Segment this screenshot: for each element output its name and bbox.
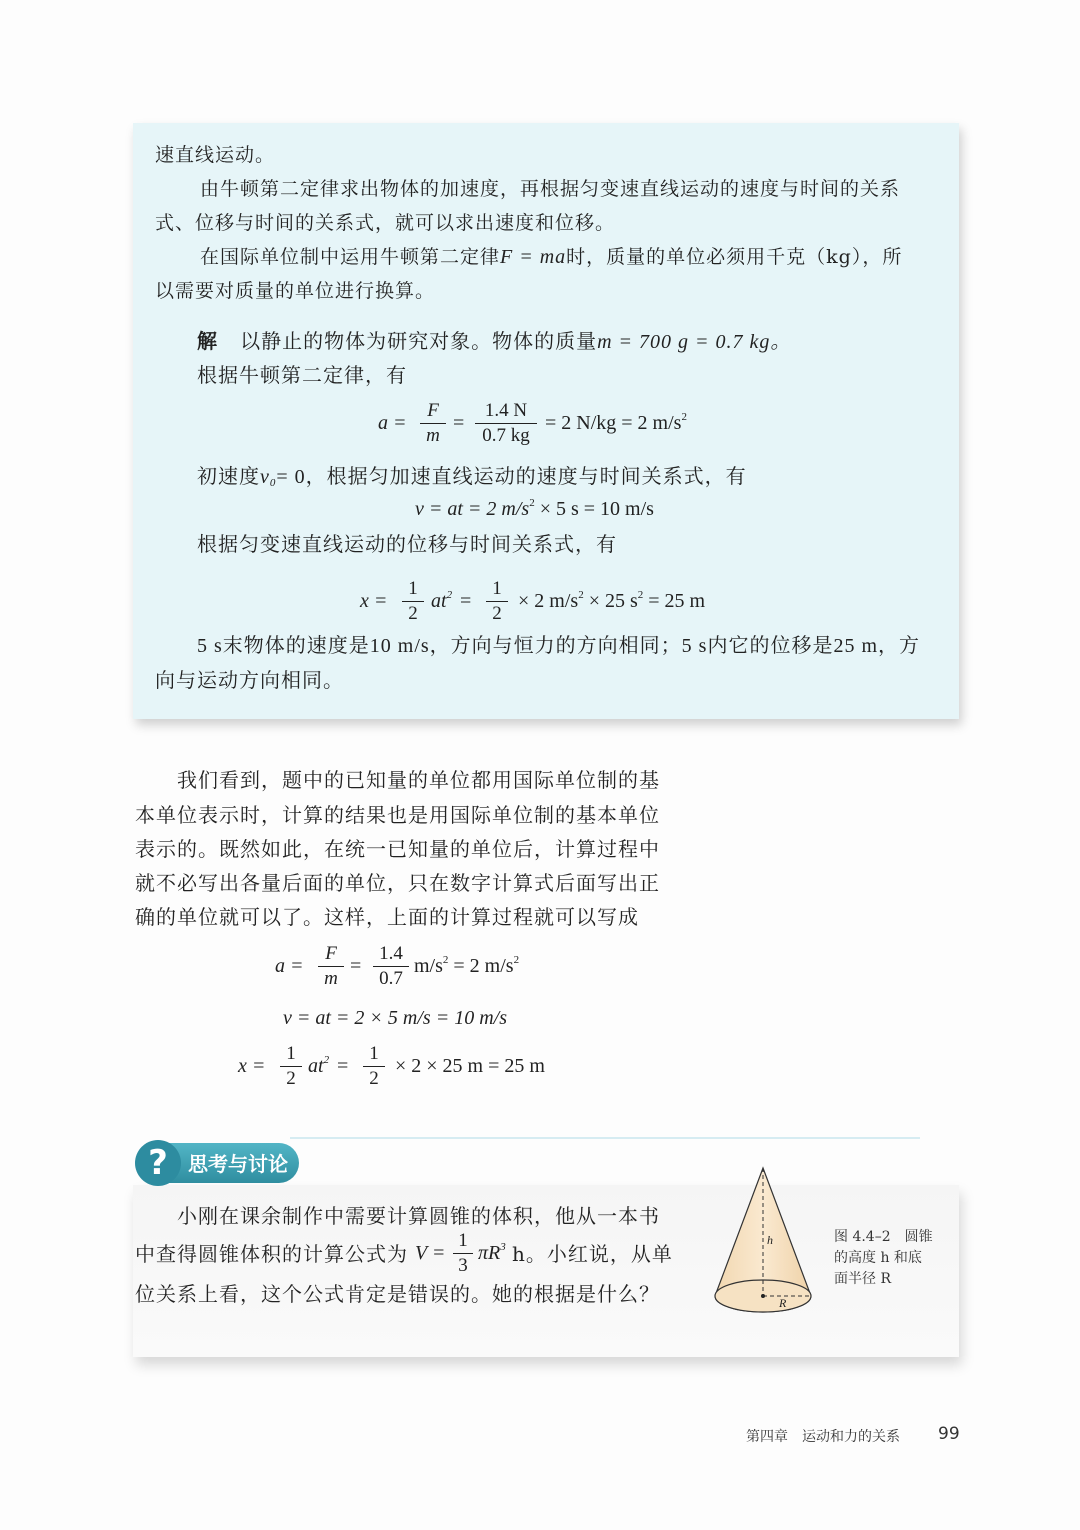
main-eq1-rhs: $m/s^2 = 2$ $m/s^2$ — [414, 954, 520, 977]
newton-line: 根据牛顿第二定律，有 — [197, 363, 407, 387]
main-p2: 本单位表示时，计算的结果也是用国际单位制的基本单位 — [135, 803, 660, 827]
eq-x-frac1: 1 2 — [402, 578, 424, 625]
eq-a-rhs: = 2 N/kg = 2 $m/s^2$ — [545, 411, 687, 434]
discuss-eq-lhs: V = — [415, 1242, 446, 1264]
main-eq3-eq: = — [337, 1055, 349, 1077]
page-number: 99 — [938, 1424, 960, 1444]
eq-x-frac2: 1 2 — [486, 578, 508, 625]
discuss-q1: 小刚在课余制作中需要计算圆锥的体积，他从一本书 — [177, 1204, 660, 1228]
disp-line: 根据匀变速直线运动的位移与时间关系式，有 — [197, 532, 617, 556]
discuss-eq-frac: 1 3 — [453, 1230, 473, 1277]
eq-a-eq: = — [453, 412, 465, 434]
eq-x-eq: = — [460, 590, 472, 612]
main-p4: 就不必写出各量后面的单位，只在数字计算式后面写出正 — [135, 871, 660, 895]
eq-x-at: $at^2$ — [431, 589, 453, 612]
chapter-title: 第四章 运动和力的关系 — [746, 1429, 900, 1445]
question-icon: ? — [135, 1140, 181, 1186]
box-line-1: 速直线运动。 — [155, 144, 276, 166]
discussion-title: 思考与讨论 — [188, 1152, 288, 1176]
box-line-2: 由牛顿第二定律求出物体的加速度，再根据匀变速直线运动的速度与时间的关系 — [200, 178, 901, 200]
box-line-5: 以需要对质量的单位进行换算。 — [155, 280, 436, 302]
main-eq3-frac1: 1 2 — [280, 1043, 302, 1090]
discuss-q2: 中查得圆锥体积的计算公式为 — [135, 1242, 408, 1266]
eq-x-rest: × 2 $m/s^2 \times 25$ $s^2 = 25$ m — [518, 589, 706, 612]
cone-figure — [705, 1160, 825, 1320]
eq-x-lhs: x = — [360, 590, 388, 612]
section-rule — [290, 1137, 920, 1139]
eq-v: v = at = 2 $m/s^2 \times 5$ s = 10 m/s — [415, 497, 654, 520]
figure-caption-1: 图 4.4–2 圆锥 — [834, 1229, 933, 1245]
main-eq1-frac2: 1.4 0.7 — [373, 943, 409, 990]
main-eq3-frac2: 1 2 — [363, 1043, 385, 1090]
v0-line: 初速度$v_0= 0$，根据匀加速直线运动的速度与时间关系式，有 — [197, 464, 747, 489]
main-eq3-lhs: x = — [238, 1055, 266, 1077]
main-p1: 我们看到，题中的已知量的单位都用国际单位制的基 — [177, 768, 660, 792]
main-p3: 表示的。既然如此，在统一已知量的单位后，计算过程中 — [135, 837, 660, 861]
figure-caption-2: 的高度 h 和底 — [834, 1250, 922, 1266]
eq-a-frac1: F m — [420, 400, 446, 447]
discuss-q3: 位关系上看，这个公式肯定是错误的。她的根据是什么？ — [135, 1282, 660, 1306]
main-p5: 确的单位就可以了。这样，上面的计算过程就可以写成 — [135, 905, 639, 929]
main-eq3-rest: × 2 × 25 m = 25 m — [395, 1055, 545, 1077]
box-line-4: 在国际单位制中运用牛顿第二定律F = ma时，质量的单位必须用千克（kg），所 — [200, 246, 903, 268]
solution-line: 解 以静止的物体为研究对象。物体的质量m = 700 g = 0.7 kg。 — [197, 329, 792, 353]
cone-r-label: R — [779, 1296, 787, 1310]
main-eq3-at: $at^2$ — [308, 1054, 330, 1077]
figure-caption-3: 面半径 R — [834, 1271, 891, 1287]
discuss-eq-rhs: $\pi R^3$ — [478, 1241, 506, 1264]
main-eq1-eq: = — [350, 955, 362, 977]
box-line-3: 式、位移与时间的关系式，就可以求出速度和位移。 — [155, 212, 616, 234]
end-line-1: 5 s末物体的速度是10 m/s，方向与恒力的方向相同；5 s内它的位移是25 m，方 — [197, 635, 921, 657]
solve-label: 解 — [197, 329, 218, 353]
discuss-q2-end: h。小红说，从单 — [512, 1242, 673, 1266]
main-eq1-lhs: a = — [275, 955, 304, 977]
cone-h-label: h — [767, 1233, 773, 1247]
end-line-2: 向与运动方向相同。 — [155, 668, 344, 692]
eq-a-frac2: 1.4 N 0.7 kg — [475, 400, 537, 447]
main-eq1-frac1: F m — [318, 943, 344, 990]
main-eq2: v = at = 2 × 5 m/s = 10 m/s — [283, 1007, 507, 1029]
eq-a-lhs: a = — [378, 412, 407, 434]
